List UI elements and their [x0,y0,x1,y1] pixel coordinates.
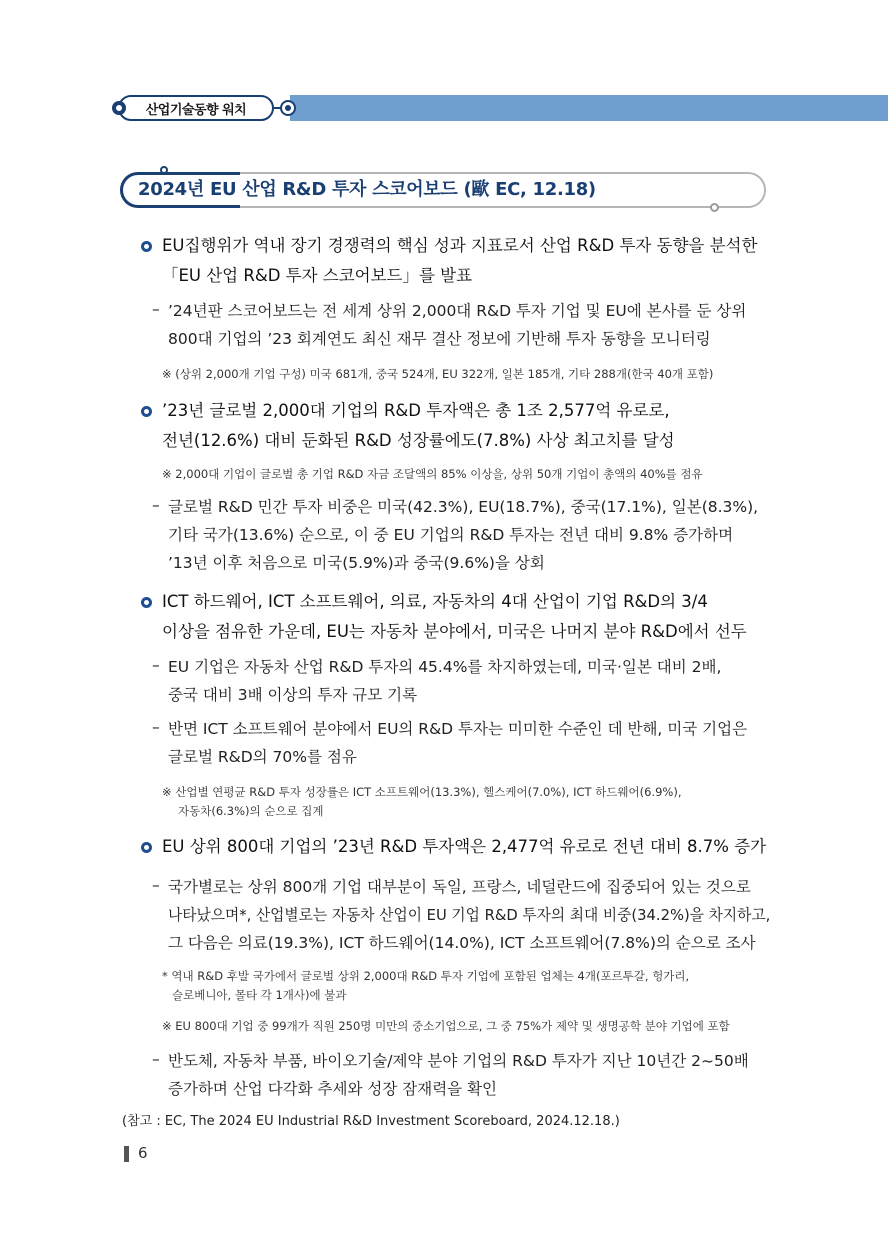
s4-dash-2-line-1: 반도체, 자동차 부품, 바이오기술/제약 분야 기업의 R&D 투자가 지난 10년간 2~50배 [168,1052,749,1070]
s3-dash-1-line-1: EU 기업은 자동차 산업 R&D 투자의 45.4%를 차지하였는데, 미국·일본 대비 2배, [168,658,722,676]
header-band [290,95,888,121]
bullet-icon [141,842,152,853]
s3-dash-1-line-2: 중국 대비 3배 이상의 투자 규모 기록 [168,686,418,704]
s2-dash-1-line-2: 기타 국가(13.6%) 순으로, 이 중 EU 기업의 R&D 투자는 전년 대비 9.8% 증가하며 [168,526,734,544]
section-2-line-1: ’23년 글로벌 2,000대 기업의 R&D 투자액은 총 1조 2,577억 유로로, [162,401,670,420]
section-3-line-1: ICT 하드웨어, ICT 소프트웨어, 의료, 자동차의 4대 산업이 기업 R&D의 3/4 [162,592,708,611]
s2-dash-1-line-3: ’13년 이후 처음으로 미국(5.9%)과 중국(9.6%)을 상회 [168,554,545,572]
s4-dash-1-line-3: 그 다음은 의료(19.3%), ICT 하드웨어(14.0%), ICT 소프트웨어(7.8%)의 순으로 조사 [168,934,756,952]
page-title: 2024년 EU 산업 R&D 투자 스코어보드 (歐 EC, 12.18) [138,179,596,200]
s3-dash-2-line-2: 글로벌 R&D의 70%를 점유 [168,748,357,766]
section-4-line-1: EU 상위 800대 기업의 ’23년 R&D 투자액은 2,477억 유로로 전년 대비 8.7% 증가 [162,837,767,856]
s3-note-line-2: 자동차(6.3%)의 순으로 집계 [178,804,324,818]
dash-marker: – [152,718,160,736]
page-number-bar [124,1146,129,1162]
s4-dash-1-line-1: 국가별로는 상위 800개 기업 대부분이 독일, 프랑스, 네덜란드에 집중되어 있는 것으로 [168,878,751,896]
header-dot-left-icon [112,101,126,115]
header-dot-right-icon [280,100,296,116]
s4-star-note-line-1: * 역내 R&D 후발 국가에서 글로벌 상위 2,000대 R&D 투자 기업에 포함된 업체는 4개(포르투갈, 헝가리, [162,969,690,983]
s4-dash-2-line-2: 증가하며 산업 다각화 추세와 성장 잠재력을 확인 [168,1080,498,1098]
reference-note: (참고 : EC, The 2024 EU Industrial R&D Investment Scoreboard, 2024.12.18.) [122,1114,620,1129]
s4-note: ※ EU 800대 기업 중 99개가 직원 250명 미만의 중소기업으로, 그 중 75%가 제약 및 생명공학 분야 기업에 포함 [162,1019,730,1033]
s4-star-note-line-2: 슬로베니아, 몰타 각 1개사)에 불과 [172,988,347,1002]
bullet-icon [141,597,152,608]
s1-dash-1-line-2: 800대 기업의 ’23 회계연도 최신 재무 결산 정보에 기반해 투자 동향을 모니터링 [168,330,711,348]
section-1-line-2: 「EU 산업 R&D 투자 스코어보드」를 발표 [162,266,473,285]
bullet-icon [141,241,152,252]
section-2-line-2: 전년(12.6%) 대비 둔화된 R&D 성장률에도(7.8%) 사상 최고치를 달성 [162,431,675,450]
s2-note: ※ 2,000대 기업이 글로벌 총 기업 R&D 자금 조달액의 85% 이상을, 상위 50개 기업이 총액의 40%를 점유 [162,467,703,481]
dash-marker: – [152,876,160,894]
section-1-line-1: EU집행위가 역내 장기 경쟁력의 핵심 성과 지표로서 산업 R&D 투자 동향을 분석한 [162,236,758,255]
s1-note: ※ (상위 2,000개 기업 구성) 미국 681개, 중국 524개, EU 322개, 일본 185개, 기타 288개(한국 40개 포함) [162,367,714,381]
section-3-line-2: 이상을 점유한 가운데, EU는 자동차 분야에서, 미국은 나머지 분야 R&D에서 선두 [162,622,747,641]
dash-marker: – [152,1050,160,1068]
s2-dash-1-line-1: 글로벌 R&D 민간 투자 비중은 미국(42.3%), EU(18.7%), 중국(17.1%), 일본(8.3%), [168,498,759,516]
s3-dash-2-line-1: 반면 ICT 소프트웨어 분야에서 EU의 R&D 투자는 미미한 수준인 데 반해, 미국 기업은 [168,720,748,738]
dash-marker: – [152,300,160,318]
title-dot-icon [710,203,719,212]
page-number: 6 [138,1144,148,1162]
s4-dash-1-line-2: 나타났으며*, 산업별로는 자동차 산업이 EU 기업 R&D 투자의 최대 비중(34.2%)을 차지하고, [168,906,771,924]
section-label: 산업기술동향 워치 [118,95,274,121]
s1-dash-1-line-1: ’24년판 스코어보드는 전 세계 상위 2,000대 R&D 투자 기업 및 EU에 본사를 둔 상위 [168,302,747,320]
bullet-icon [141,406,152,417]
dash-marker: – [152,496,160,514]
s3-note-line-1: ※ 산업별 연평균 R&D 투자 성장률은 ICT 소프트웨어(13.3%), 헬스케어(7.0%), ICT 하드웨어(6.9%), [162,785,682,799]
dash-marker: – [152,656,160,674]
